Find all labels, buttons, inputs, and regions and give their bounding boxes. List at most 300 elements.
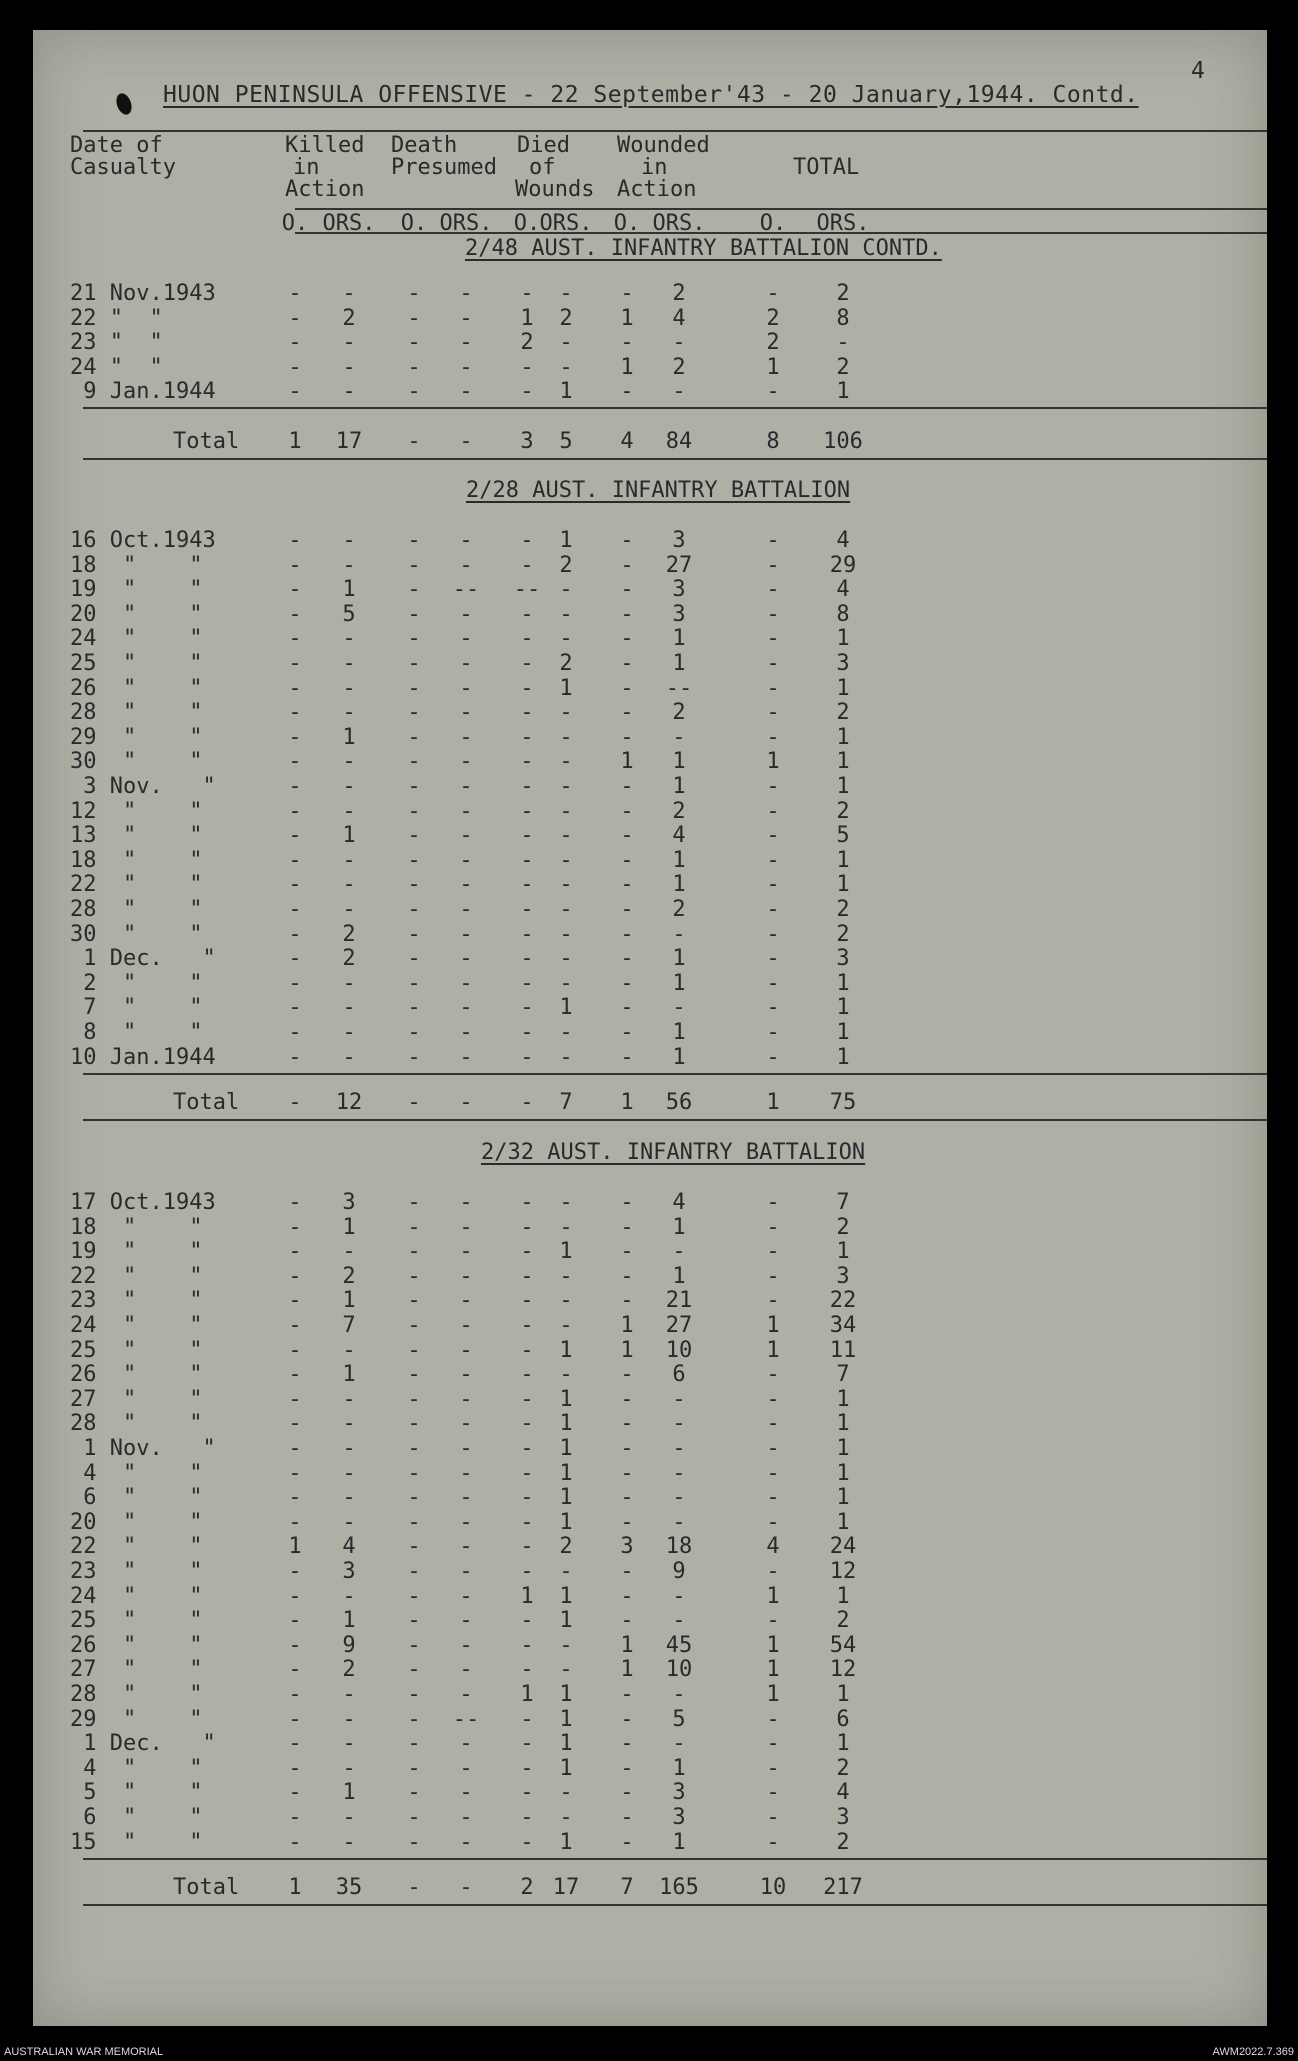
row-cell: - bbox=[559, 847, 573, 873]
row-cell: - bbox=[672, 1731, 686, 1757]
document-page bbox=[33, 30, 1267, 2026]
row-cell: - bbox=[459, 675, 473, 701]
row-cell: - bbox=[559, 577, 573, 603]
row-cell: - bbox=[766, 872, 780, 898]
section-rule bbox=[83, 407, 1267, 409]
row-date: 22 " " bbox=[70, 1263, 203, 1289]
row-cell: 4 bbox=[836, 577, 850, 603]
row-cell: - bbox=[342, 995, 356, 1021]
row-cell: 1 bbox=[836, 1682, 850, 1707]
row-cell: - bbox=[620, 675, 634, 701]
row-cell: 2 bbox=[836, 921, 850, 947]
row-cell: 1 bbox=[836, 379, 850, 405]
total-cell: - bbox=[520, 1090, 534, 1115]
total-cell: 106 bbox=[823, 429, 863, 454]
row-cell: 1 bbox=[620, 749, 634, 775]
row-cell: - bbox=[459, 1190, 473, 1215]
row-cell: 1 bbox=[620, 1313, 634, 1338]
row-cell: - bbox=[766, 626, 780, 652]
row-cell: - bbox=[520, 379, 534, 405]
total-cell: - bbox=[459, 1875, 473, 1900]
document-title: HUON PENINSULA OFFENSIVE - 22 September'43 - 20 January,1944. Contd. bbox=[163, 82, 1139, 108]
header-death-presumed: Presumed bbox=[391, 155, 497, 180]
row-cell: - bbox=[620, 1436, 634, 1461]
row-cell: - bbox=[520, 1559, 534, 1584]
row-date: 18 " " bbox=[70, 1214, 203, 1240]
row-cell: - bbox=[672, 1239, 686, 1265]
row-cell: - bbox=[620, 601, 634, 627]
row-cell: 1 bbox=[342, 1214, 356, 1240]
row-cell: - bbox=[620, 1559, 634, 1584]
row-cell: - bbox=[288, 897, 302, 922]
row-cell: 27 bbox=[665, 1313, 693, 1338]
row-cell: - bbox=[288, 1190, 302, 1215]
row-cell: - bbox=[288, 1044, 302, 1070]
row-cell: - bbox=[672, 1509, 686, 1535]
row-cell: - bbox=[520, 1534, 534, 1560]
row-cell: - bbox=[407, 1706, 421, 1732]
row-cell: 1 bbox=[559, 1485, 573, 1511]
row-cell: - bbox=[620, 1214, 634, 1240]
row-cell: 1 bbox=[559, 1386, 573, 1412]
row-date: 23 " " bbox=[70, 1559, 203, 1584]
page-number: 4 bbox=[1191, 58, 1205, 84]
row-cell: - bbox=[766, 1559, 780, 1584]
row-cell: - bbox=[342, 651, 356, 676]
row-cell: - bbox=[559, 1805, 573, 1830]
row-cell: - bbox=[620, 1460, 634, 1486]
row-cell: 1 bbox=[520, 1682, 534, 1707]
row-cell: - bbox=[672, 1436, 686, 1461]
row-cell: - bbox=[559, 1044, 573, 1070]
row-cell: 4 bbox=[672, 823, 686, 849]
row-date: 19 " " bbox=[70, 577, 203, 603]
row-cell: - bbox=[672, 995, 686, 1021]
row-cell: - bbox=[288, 281, 302, 306]
row-cell: - bbox=[288, 1485, 302, 1511]
row-cell: 12 bbox=[829, 1657, 857, 1683]
row-cell: - bbox=[520, 1313, 534, 1338]
row-cell: - bbox=[459, 1288, 473, 1314]
row-cell: 3 bbox=[672, 528, 686, 553]
header-sub-ors: ORS. bbox=[816, 211, 870, 236]
row-cell: - bbox=[407, 995, 421, 1021]
row-cell: 2 bbox=[672, 281, 686, 306]
row-cell: 1 bbox=[672, 946, 686, 972]
total-cell: - bbox=[288, 1090, 302, 1115]
row-cell: 1 bbox=[342, 1288, 356, 1314]
row-cell: - bbox=[407, 354, 421, 380]
row-cell: - bbox=[459, 601, 473, 627]
row-cell: 45 bbox=[665, 1632, 693, 1658]
header-sub-o: O. bbox=[513, 211, 541, 236]
row-cell: - bbox=[459, 1731, 473, 1757]
row-cell: - bbox=[459, 379, 473, 405]
row-cell: - bbox=[342, 528, 356, 553]
row-cell: - bbox=[288, 626, 302, 652]
row-cell: 1 bbox=[836, 675, 850, 701]
row-cell: - bbox=[620, 552, 634, 578]
row-cell: - bbox=[288, 552, 302, 578]
row-cell: 27 bbox=[665, 552, 693, 578]
row-cell: - bbox=[766, 921, 780, 947]
row-cell: - bbox=[620, 1485, 634, 1511]
row-cell: - bbox=[288, 601, 302, 627]
row-cell: - bbox=[342, 1485, 356, 1511]
row-cell: 3 bbox=[836, 946, 850, 972]
row-date: 2 " " bbox=[70, 970, 203, 996]
row-cell: 1 bbox=[559, 1731, 573, 1757]
row-cell: 4 bbox=[836, 528, 850, 553]
row-date: 29 " " bbox=[70, 1706, 203, 1732]
row-cell: - bbox=[288, 1460, 302, 1486]
row-cell: 1 bbox=[559, 1411, 573, 1437]
row-cell: - bbox=[520, 281, 534, 306]
row-cell: - bbox=[459, 1608, 473, 1634]
row-cell: 10 bbox=[665, 1657, 693, 1683]
row-cell: - bbox=[407, 601, 421, 627]
row-cell: - bbox=[520, 897, 534, 922]
row-date: 29 " " bbox=[70, 724, 203, 750]
row-cell: - bbox=[407, 749, 421, 775]
row-cell: 3 bbox=[836, 1263, 850, 1289]
row-cell: - bbox=[766, 528, 780, 553]
row-cell: - bbox=[342, 774, 356, 799]
row-cell: - bbox=[620, 281, 634, 306]
total-cell: 17 bbox=[335, 429, 363, 454]
row-cell: - bbox=[288, 675, 302, 701]
row-cell: - bbox=[407, 1608, 421, 1634]
row-cell: - bbox=[407, 1780, 421, 1806]
row-cell: 1 bbox=[559, 528, 573, 553]
row-cell: 1 bbox=[559, 1829, 573, 1855]
row-cell: - bbox=[520, 1337, 534, 1363]
row-cell: 7 bbox=[836, 1362, 850, 1388]
row-cell: -- bbox=[452, 577, 480, 603]
row-cell: 1 bbox=[836, 872, 850, 898]
row-cell: - bbox=[407, 1485, 421, 1511]
total-cell: 10 bbox=[759, 1875, 787, 1900]
header-sub-ors: ORS. bbox=[539, 211, 593, 236]
row-cell: 2 bbox=[342, 921, 356, 947]
row-cell: - bbox=[288, 1805, 302, 1830]
total-cell: - bbox=[407, 1090, 421, 1115]
row-cell: - bbox=[520, 749, 534, 775]
row-date: 6 " " bbox=[70, 1805, 203, 1830]
row-cell: - bbox=[559, 281, 573, 306]
row-cell: - bbox=[620, 995, 634, 1021]
row-cell: - bbox=[520, 354, 534, 380]
row-cell: 2 bbox=[342, 946, 356, 972]
row-cell: 1 bbox=[620, 1337, 634, 1363]
row-cell: - bbox=[288, 1239, 302, 1265]
row-cell: 1 bbox=[836, 1509, 850, 1535]
row-cell: - bbox=[620, 379, 634, 405]
row-cell: 1 bbox=[672, 774, 686, 799]
row-cell: - bbox=[288, 1829, 302, 1855]
row-date: 8 " " bbox=[70, 1020, 203, 1045]
row-cell: - bbox=[620, 528, 634, 553]
row-cell: 1 bbox=[559, 1583, 573, 1609]
row-cell: - bbox=[288, 1436, 302, 1461]
row-cell: - bbox=[288, 1780, 302, 1806]
row-cell: - bbox=[520, 1485, 534, 1511]
row-cell: - bbox=[459, 354, 473, 380]
row-cell: - bbox=[620, 1608, 634, 1634]
header-killed-in-action: Action bbox=[285, 177, 365, 202]
row-cell: - bbox=[520, 651, 534, 676]
row-cell: - bbox=[342, 1509, 356, 1535]
row-cell: - bbox=[288, 1337, 302, 1363]
row-cell: - bbox=[766, 847, 780, 873]
row-cell: 1 bbox=[559, 1682, 573, 1707]
row-cell: 1 bbox=[620, 1657, 634, 1683]
row-cell: - bbox=[766, 970, 780, 996]
row-cell: - bbox=[559, 1190, 573, 1215]
row-cell: 1 bbox=[766, 749, 780, 775]
row-cell: - bbox=[407, 577, 421, 603]
row-cell: - bbox=[672, 1608, 686, 1634]
section-rule bbox=[83, 1858, 1267, 1860]
row-cell: - bbox=[459, 774, 473, 799]
row-cell: 2 bbox=[672, 700, 686, 726]
row-cell: - bbox=[459, 305, 473, 331]
row-cell: - bbox=[407, 1829, 421, 1855]
row-cell: - bbox=[559, 946, 573, 972]
row-cell: - bbox=[836, 330, 850, 356]
row-cell: 2 bbox=[836, 1214, 850, 1240]
row-cell: - bbox=[407, 1460, 421, 1486]
header-rule-sub bbox=[295, 208, 1267, 210]
row-cell: - bbox=[407, 1411, 421, 1437]
row-cell: - bbox=[559, 1632, 573, 1658]
row-cell: - bbox=[559, 601, 573, 627]
row-cell: - bbox=[620, 1755, 634, 1781]
row-date: 17 Oct.1943 bbox=[70, 1190, 216, 1215]
row-cell: - bbox=[766, 1436, 780, 1461]
row-cell: - bbox=[559, 1020, 573, 1045]
row-cell: 1 bbox=[836, 774, 850, 799]
row-cell: - bbox=[520, 921, 534, 947]
section-title: 2/28 AUST. INFANTRY BATTALION bbox=[466, 478, 851, 503]
row-cell: - bbox=[407, 1559, 421, 1584]
row-cell: - bbox=[342, 1755, 356, 1781]
row-date: 3 Nov. " bbox=[70, 774, 216, 799]
row-cell: - bbox=[459, 528, 473, 553]
row-cell: - bbox=[766, 1263, 780, 1289]
row-cell: 3 bbox=[620, 1534, 634, 1560]
row-cell: - bbox=[620, 946, 634, 972]
total-cell: 17 bbox=[552, 1875, 580, 1900]
row-cell: - bbox=[520, 1657, 534, 1683]
row-cell: 1 bbox=[672, 1755, 686, 1781]
row-cell: - bbox=[459, 1337, 473, 1363]
row-cell: - bbox=[288, 872, 302, 898]
row-cell: 1 bbox=[766, 354, 780, 380]
row-date: 22 " " bbox=[70, 872, 203, 898]
row-cell: - bbox=[620, 724, 634, 750]
row-cell: 1 bbox=[559, 1460, 573, 1486]
header-wounded-in-action: Wounded bbox=[617, 133, 710, 158]
row-cell: 9 bbox=[672, 1559, 686, 1584]
row-date: 9 Jan.1944 bbox=[70, 379, 216, 405]
row-cell: - bbox=[342, 872, 356, 898]
row-cell: - bbox=[620, 1263, 634, 1289]
row-cell: - bbox=[459, 1044, 473, 1070]
header-rule-top bbox=[83, 130, 1267, 132]
row-cell: - bbox=[342, 749, 356, 775]
row-cell: 1 bbox=[559, 995, 573, 1021]
row-cell: - bbox=[620, 823, 634, 849]
row-cell: - bbox=[766, 946, 780, 972]
row-cell: - bbox=[620, 1780, 634, 1806]
row-cell: - bbox=[559, 1263, 573, 1289]
row-cell: 1 bbox=[559, 675, 573, 701]
row-cell: - bbox=[559, 724, 573, 750]
row-cell: - bbox=[288, 1313, 302, 1338]
row-cell: - bbox=[342, 1583, 356, 1609]
row-cell: - bbox=[766, 281, 780, 306]
row-cell: 1 bbox=[836, 749, 850, 775]
row-cell: - bbox=[459, 872, 473, 898]
row-cell: 1 bbox=[559, 1436, 573, 1461]
row-cell: - bbox=[766, 1362, 780, 1388]
row-cell: 1 bbox=[672, 626, 686, 652]
row-cell: - bbox=[766, 577, 780, 603]
row-cell: - bbox=[288, 847, 302, 873]
total-cell: 1 bbox=[620, 1090, 634, 1115]
total-cell: 56 bbox=[665, 1090, 693, 1115]
header-death-presumed: Death bbox=[391, 133, 458, 158]
row-cell: - bbox=[407, 626, 421, 652]
row-cell: - bbox=[288, 1509, 302, 1535]
row-cell: - bbox=[407, 847, 421, 873]
total-cell: 217 bbox=[823, 1875, 863, 1900]
row-cell: - bbox=[520, 872, 534, 898]
row-date: 15 " " bbox=[70, 1829, 203, 1855]
row-cell: 1 bbox=[520, 1583, 534, 1609]
row-cell: - bbox=[520, 601, 534, 627]
row-cell: - bbox=[520, 1214, 534, 1240]
header-wounded-in-action: Action bbox=[617, 177, 697, 202]
row-cell: - bbox=[459, 823, 473, 849]
row-cell: - bbox=[766, 601, 780, 627]
row-date: 26 " " bbox=[70, 1632, 203, 1658]
row-cell: - bbox=[288, 823, 302, 849]
row-cell: - bbox=[520, 946, 534, 972]
row-cell: - bbox=[559, 921, 573, 947]
row-cell: 1 bbox=[559, 1509, 573, 1535]
row-cell: - bbox=[459, 749, 473, 775]
row-cell: 3 bbox=[672, 1805, 686, 1830]
row-cell: 2 bbox=[342, 305, 356, 331]
row-cell: - bbox=[520, 1411, 534, 1437]
row-cell: - bbox=[620, 1805, 634, 1830]
row-cell: - bbox=[288, 1288, 302, 1314]
row-cell: - bbox=[766, 675, 780, 701]
row-cell: 2 bbox=[836, 1608, 850, 1634]
row-cell: 2 bbox=[342, 1263, 356, 1289]
row-cell: - bbox=[559, 700, 573, 726]
row-cell: - bbox=[766, 995, 780, 1021]
row-cell: 1 bbox=[766, 1313, 780, 1338]
row-cell: 1 bbox=[559, 1706, 573, 1732]
row-cell: - bbox=[407, 1020, 421, 1045]
total-cell: 75 bbox=[829, 1090, 857, 1115]
row-cell: 34 bbox=[829, 1313, 857, 1338]
row-cell: 1 bbox=[342, 823, 356, 849]
row-cell: 2 bbox=[672, 798, 686, 824]
row-date: 26 " " bbox=[70, 1362, 203, 1388]
row-cell: - bbox=[766, 1829, 780, 1855]
row-cell: 1 bbox=[620, 305, 634, 331]
row-date: 25 " " bbox=[70, 1337, 203, 1363]
row-cell: - bbox=[407, 1805, 421, 1830]
row-cell: 2 bbox=[836, 1829, 850, 1855]
row-cell: - bbox=[288, 724, 302, 750]
row-cell: 7 bbox=[342, 1313, 356, 1338]
row-cell: - bbox=[288, 1386, 302, 1412]
row-cell: 2 bbox=[766, 305, 780, 331]
row-cell: - bbox=[620, 847, 634, 873]
total-cell: 165 bbox=[659, 1875, 699, 1900]
row-cell: - bbox=[459, 1485, 473, 1511]
header-killed-in-action: Killed bbox=[285, 133, 365, 158]
row-cell: - bbox=[459, 921, 473, 947]
row-cell: - bbox=[620, 1020, 634, 1045]
row-cell: - bbox=[407, 1436, 421, 1461]
row-cell: - bbox=[288, 1411, 302, 1437]
header-died-of-wounds: Wounds bbox=[515, 177, 595, 202]
row-cell: - bbox=[520, 1239, 534, 1265]
total-cell: 1 bbox=[288, 429, 302, 454]
row-cell: 2 bbox=[672, 897, 686, 922]
row-cell: 1 bbox=[342, 724, 356, 750]
row-cell: - bbox=[459, 651, 473, 676]
row-cell: - bbox=[620, 1731, 634, 1757]
row-date: 19 " " bbox=[70, 1239, 203, 1265]
row-cell: 3 bbox=[672, 601, 686, 627]
row-cell: - bbox=[520, 823, 534, 849]
row-cell: 2 bbox=[342, 1657, 356, 1683]
row-cell: 1 bbox=[672, 1044, 686, 1070]
row-cell: - bbox=[288, 651, 302, 676]
row-date: 25 " " bbox=[70, 651, 203, 676]
row-cell: - bbox=[459, 1460, 473, 1486]
row-cell: 1 bbox=[836, 1436, 850, 1461]
row-cell: - bbox=[620, 1829, 634, 1855]
row-cell: - bbox=[342, 1020, 356, 1045]
row-cell: - bbox=[342, 970, 356, 996]
row-cell: - bbox=[672, 1460, 686, 1486]
row-cell: 1 bbox=[836, 1731, 850, 1757]
row-cell: - bbox=[288, 1608, 302, 1634]
row-cell: - bbox=[520, 1386, 534, 1412]
header-sub-o: O. bbox=[613, 211, 641, 236]
row-cell: - bbox=[559, 1362, 573, 1388]
row-cell: 1 bbox=[766, 1657, 780, 1683]
row-cell: - bbox=[407, 724, 421, 750]
section-title: 2/32 AUST. INFANTRY BATTALION bbox=[481, 1140, 866, 1165]
row-cell: - bbox=[620, 577, 634, 603]
row-cell: - bbox=[459, 798, 473, 824]
row-cell: - bbox=[288, 749, 302, 775]
row-cell: - bbox=[520, 1288, 534, 1314]
row-cell: - bbox=[288, 1263, 302, 1289]
row-cell: - bbox=[288, 528, 302, 553]
total-label: Total bbox=[173, 429, 240, 454]
row-cell: - bbox=[407, 946, 421, 972]
